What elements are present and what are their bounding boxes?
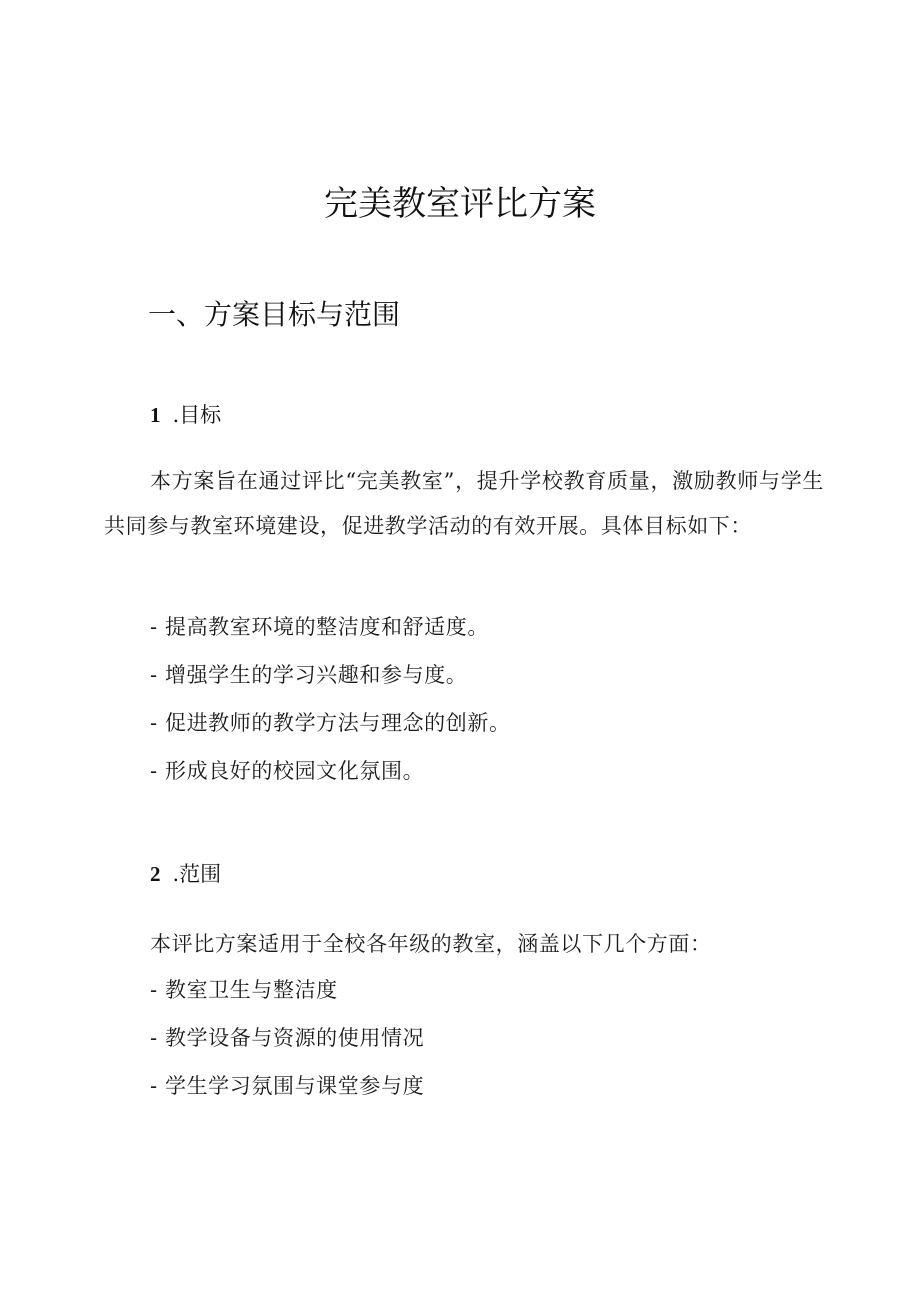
goal-list — [150, 603, 511, 795]
section-heading: 一、方案目标与范围 — [148, 298, 401, 331]
scope-list — [150, 966, 424, 1110]
subsection-label: .目标 — [172, 403, 222, 427]
subsection-number: 2 — [150, 862, 161, 886]
list-item: - 增强学生的学习兴趣和参与度。 — [150, 663, 468, 687]
list-item: - 学生学习氛围与课堂参与度 — [150, 1074, 425, 1098]
list-item: - 教室卫生与整洁度 — [150, 978, 338, 1002]
subsection-heading-goal — [150, 399, 221, 429]
list-item: - 促进教师的教学方法与理念的创新。 — [150, 711, 511, 735]
scope-paragraph: 本评比方案适用于全校各年级的教室，涵盖以下几个方面： — [150, 932, 712, 956]
subsection-label: .范围 — [172, 862, 222, 886]
subsection-heading-scope — [150, 858, 221, 888]
list-item: - 提高教室环境的整洁度和舒适度。 — [150, 615, 489, 639]
list-item: - 教学设备与资源的使用情况 — [150, 1026, 425, 1050]
document-title: 完美教室评比方案 — [324, 184, 596, 224]
goal-paragraph: 本方案旨在通过评比“完美教室”，提升学校教育质量，激励教师与学生共同参与教室环境建设，促进教学活动的有效开展。具体目标如下： — [104, 469, 824, 538]
subsection-number: 1 — [150, 403, 161, 427]
list-item: - 形成良好的校园文化氛围。 — [150, 759, 425, 783]
